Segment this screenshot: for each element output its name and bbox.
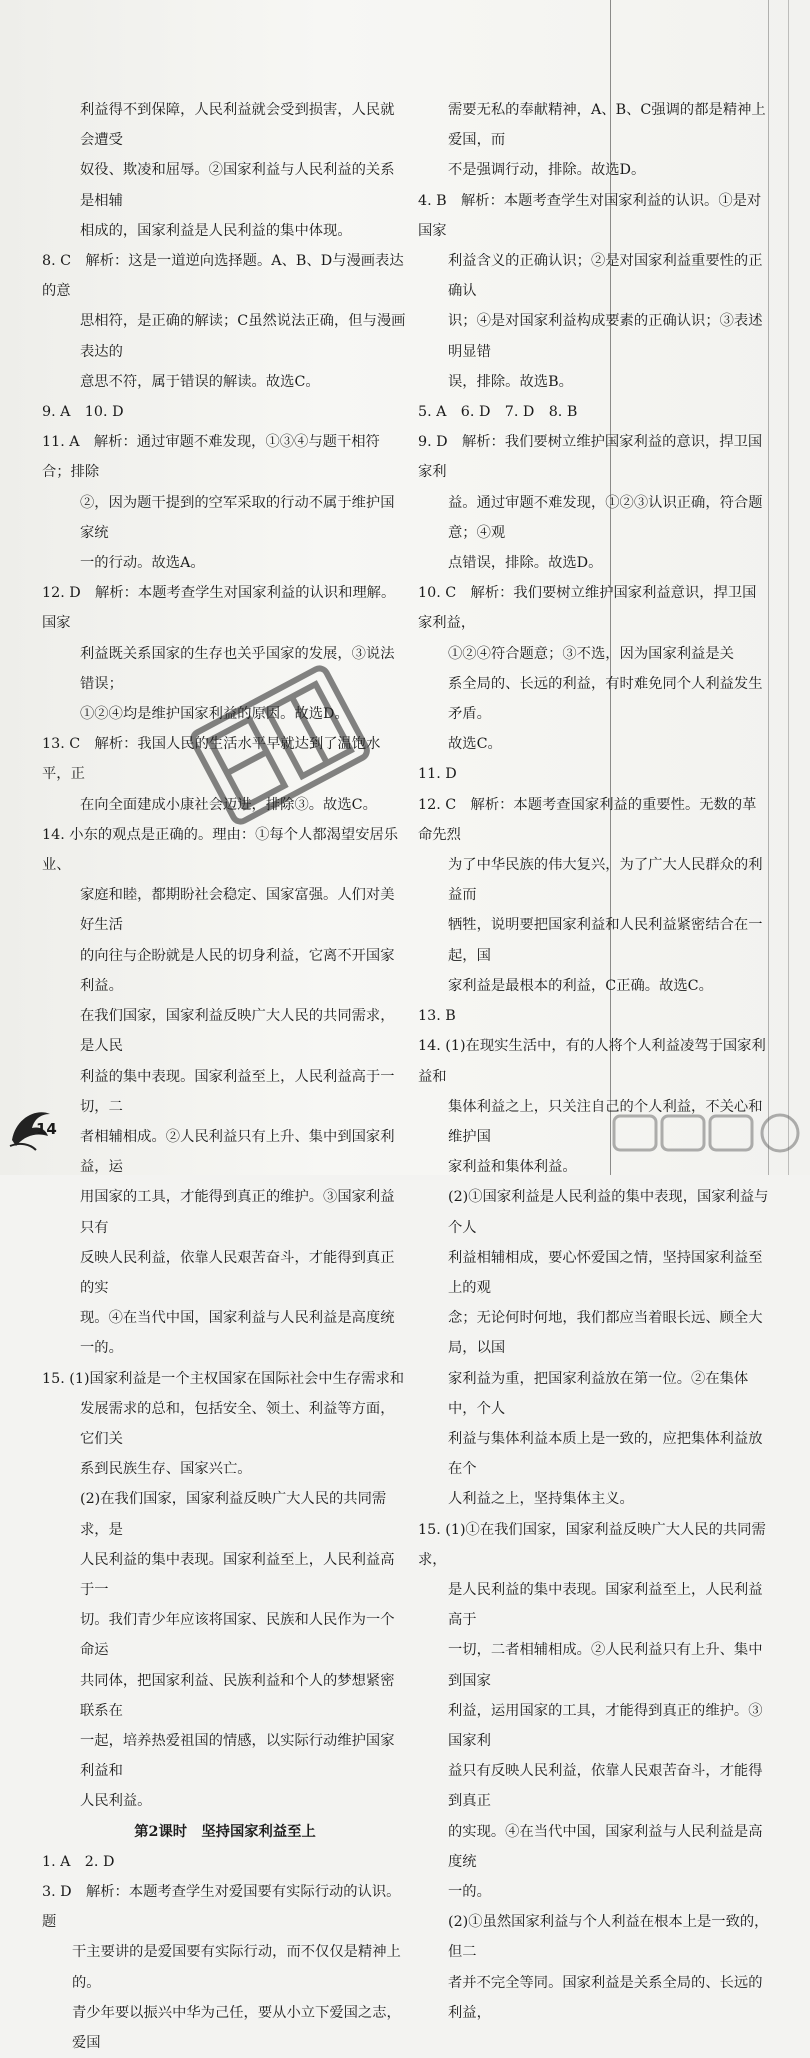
text-line: 11. A 解析：通过审题不难发现，①③④与题干相符合；排除	[42, 434, 380, 481]
text-line: 相成的，国家利益是人民利益的集中体现。	[80, 222, 352, 239]
text-line: 在我们国家，国家利益反映广大人民的共同需求，是人民	[80, 1008, 395, 1055]
text-line: 9. A 10. D	[42, 404, 124, 421]
text-line: 集体利益之上，只关注自己的个人利益，不关心和维护国	[448, 1098, 763, 1145]
text-line: 故选C。	[448, 736, 502, 753]
text-line: 13. B	[418, 1008, 456, 1025]
text-line: 1. A 2. D	[42, 1853, 115, 1870]
text-line: 误，排除。故选B。	[448, 373, 573, 390]
text-line: 利益得不到保障，人民利益就会受到损害，人民就会遭受	[80, 102, 395, 149]
text-line: (2)①国家利益是人民利益的集中表现，国家利益与个人	[448, 1189, 769, 1236]
text-line: 第2课时 坚持国家利益至上	[134, 1823, 316, 1840]
text-line: 识；④是对国家利益构成要素的正确认识；③表述明显错	[448, 313, 763, 360]
text-line: 利益的集中表现。国家利益至上，人民利益高于一切，二	[80, 1068, 395, 1115]
text-line: 益只有反映人民利益，依靠人民艰苦奋斗，才能得到真正	[448, 1763, 763, 1810]
watermark-logo-icon	[610, 1110, 806, 1172]
text-line: 思相符，是正确的解读；C虽然说法正确，但与漫画表达的	[80, 313, 406, 360]
text-line: 利益，运用国家的工具，才能得到真正的维护。③国家利	[448, 1702, 763, 1749]
text-line: 13. C 解析：我国人民的生活水平早就达到了温饱水平，正	[42, 736, 381, 783]
text-line: 反映人民利益，依靠人民艰苦奋斗，才能得到真正的实	[80, 1249, 395, 1296]
text-line: 牺牲，说明要把国家利益和人民利益紧密结合在一起，国	[448, 917, 763, 964]
left-column	[42, 95, 408, 2058]
text-line: ①②④符合题意；③不选，因为国家利益是关	[448, 645, 734, 662]
text-line: 一切，二者相辅相成。②人民利益只有上升、集中到国家	[448, 1642, 763, 1689]
text-line: 一起，培养热爱祖国的情感，以实际行动维护国家利益和	[80, 1732, 395, 1780]
text-line: 8. C 解析：这是一道逆向选择题。A、B、D与漫画表达的意	[42, 253, 404, 300]
text-line: 15. (1)国家利益是一个主权国家在国际社会中生存需求和	[42, 1370, 405, 1387]
text-line: 10. C 解析：我们要树立维护国家利益意识，捍卫国家利益，	[418, 585, 757, 632]
text-line: 发展需求的总和，包括安全、领土、利益等方面，它们关	[80, 1400, 395, 1447]
text-line: ①②④均是维护国家利益的原因。故选D。	[80, 706, 349, 723]
text-line: 共同体，把国家利益、民族利益和个人的梦想紧密联系在	[80, 1672, 395, 1719]
text-line: 念；无论何时何地，我们都应当着眼长远、顾全大局，以国	[448, 1310, 763, 1357]
text-line: 家利益为重，把国家利益放在第一位。②在集体中，个人	[448, 1370, 749, 1417]
text-line: 干主要讲的是爱国要有实际行动，而不仅仅是精神上的。	[72, 1944, 401, 1991]
text-line: 需要无私的奉献精神，A、B、C强调的都是精神上爱国，而	[448, 102, 766, 149]
text-line: 9. D 解析：我们要树立维护国家利益的意识，捍卫国家利	[418, 434, 763, 481]
text-line: 12. C 解析：本题考查国家利益的重要性。无数的革命先烈	[418, 796, 757, 843]
page-number: 14	[36, 1120, 57, 1138]
text-line: ②，因为题干提到的空军采取的行动不属于维护国家统	[80, 494, 395, 541]
text-line: 14. 小东的观点是正确的。理由：①每个人都渴望安居乐业、	[42, 826, 399, 874]
text-line: 家利益和集体利益。	[448, 1159, 577, 1176]
text-line: 者并不完全等同。国家利益是关系全局的、长远的利益，	[448, 1974, 763, 2021]
text-line: 利益相辅相成，要心怀爱国之情，坚持国家利益至上的观	[448, 1249, 763, 1296]
text-line: 利益既关系国家的生存也关乎国家的发展，③说法错误；	[80, 645, 395, 692]
column-rule	[788, 0, 789, 1175]
text-line: 家利益是最根本的利益，C正确。故选C。	[448, 977, 713, 994]
text-line: 用国家的工具，才能得到真正的维护。③国家利益只有	[80, 1189, 395, 1236]
text-line: 一的行动。故选A。	[80, 555, 205, 572]
text-line: 的实现。④在当代中国，国家利益与人民利益是高度统	[448, 1823, 763, 1870]
text-line: 意思不符，属于错误的解读。故选C。	[80, 373, 320, 390]
text-line: (2)①虽然国家利益与个人利益在根本上是一致的，但二	[448, 1914, 769, 1961]
text-line: 点错误，排除。故选D。	[448, 555, 603, 572]
text-line: 现。④在当代中国，国家利益与人民利益是高度统一的。	[80, 1310, 395, 1357]
text-line: 11. D	[418, 766, 457, 783]
text-line: 14. (1)在现实生活中，有的人将个人利益凌驾于国家利益和	[418, 1038, 766, 1085]
text-line: 切。我们青少年应该将国家、民族和人民作为一个命运	[80, 1612, 395, 1659]
text-line: 4. B 解析：本题考查学生对国家利益的认识。①是对国家	[418, 192, 762, 239]
text-line: 在向全面建成小康社会迈进，排除③。故选C。	[80, 796, 377, 813]
text-line: 12. D 解析：本题考查学生对国家利益的认识和理解。国家	[42, 585, 396, 632]
text-line: 的向往与企盼就是人民的切身利益，它离不开国家利益。	[80, 947, 395, 994]
text-line: 益。通过审题不难发现，①②③认识正确，符合题意；④观	[448, 494, 763, 541]
text-line: 人民利益的集中表现。国家利益至上，人民利益高于一	[80, 1551, 395, 1598]
text-line: 人民利益。	[80, 1793, 152, 1810]
text-line: 者相辅相成。②人民利益只有上升、集中到国家利益，运	[80, 1128, 395, 1176]
right-column	[418, 95, 770, 2028]
text-line: 家庭和睦，都期盼社会稳定、国家富强。人们对美好生活	[80, 887, 395, 934]
text-line: 青少年要以振兴中华为己任，要从小立下爱国之志，爱国	[72, 2004, 401, 2051]
text-line: 一的。	[448, 1883, 491, 1900]
text-line: 为了中华民族的伟大复兴，为了广大人民群众的利益而	[448, 857, 763, 904]
text-line: 系全局的、长远的利益，有时难免同个人利益发生矛盾。	[448, 675, 763, 723]
text-line: 奴役、欺凌和屈辱。②国家利益与人民利益的关系是相辅	[80, 162, 395, 209]
text-line: 3. D 解析：本题考查学生对爱国要有实际行动的认识。题	[42, 1883, 401, 1931]
text-line: 5. A 6. D 7. D 8. B	[418, 404, 578, 421]
text-line: 利益含义的正确认识；②是对国家利益重要性的正确认	[448, 253, 763, 300]
text-line: 利益与集体利益本质上是一致的，应把集体利益放在个	[448, 1430, 763, 1478]
text-line: 系到民族生存、国家兴亡。	[80, 1461, 252, 1478]
text-line: (2)在我们国家，国家利益反映广大人民的共同需求，是	[80, 1491, 387, 1538]
text-line: 15. (1)①在我们国家，国家利益反映广大人民的共同需求，	[418, 1521, 766, 1568]
text-line: 是人民利益的集中表现。国家利益至上，人民利益高于	[448, 1581, 763, 1629]
text-line: 人利益之上，坚持集体主义。	[448, 1491, 634, 1508]
text-line: 不是强调行动，排除。故选D。	[448, 162, 646, 179]
